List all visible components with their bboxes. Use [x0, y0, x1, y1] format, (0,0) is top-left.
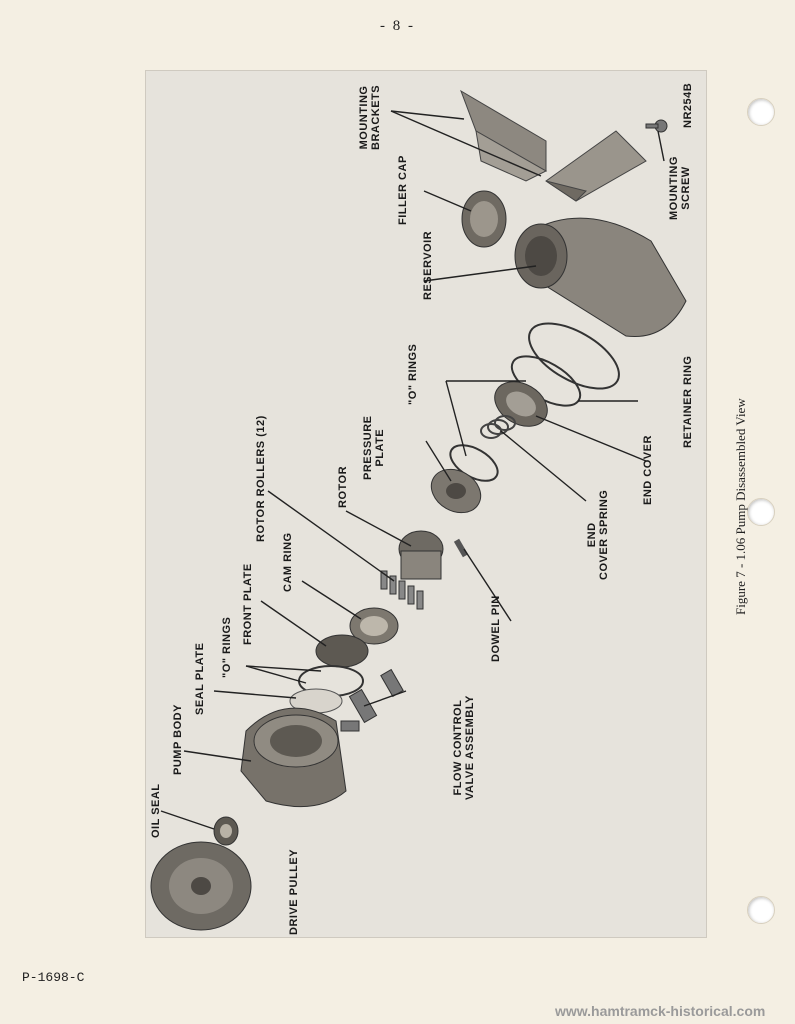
- label-front-plate: FRONT PLATE: [242, 563, 254, 645]
- label-rotor: ROTOR: [337, 465, 349, 508]
- label-seal-plate: SEAL PLATE: [194, 642, 206, 715]
- label-rotor-rollers: ROTOR ROLLERS (12): [255, 415, 267, 542]
- label-pump-body: PUMP BODY: [172, 704, 184, 775]
- reservoir: [515, 218, 686, 336]
- binder-hole-middle: [747, 498, 775, 526]
- drive-pulley: [151, 842, 251, 930]
- watermark: www.hamtramck-historical.com: [555, 1003, 766, 1019]
- mounting-screw: [646, 120, 667, 132]
- flow-control-valve: [341, 670, 403, 731]
- label-o-rings-top: "O" RINGS: [407, 343, 419, 405]
- rotor: [399, 531, 443, 579]
- label-mounting-screw: MOUNTING SCREW: [668, 156, 692, 220]
- label-o-rings-bottom: "O" RINGS: [221, 616, 233, 678]
- mounting-bracket-upper: [461, 91, 546, 181]
- label-mounting-brackets: MOUNTING BRACKETS: [358, 84, 382, 150]
- figure-caption: Figure 7 - 1.06 Pump Disassembled View: [733, 398, 748, 615]
- front-plate: [316, 635, 368, 667]
- mounting-bracket-lower: [546, 131, 646, 201]
- label-end-cover-spring: END COVER SPRING: [586, 489, 610, 580]
- label-oil-seal: OIL SEAL: [150, 783, 162, 838]
- label-filler-cap: FILLER CAP: [397, 155, 409, 225]
- label-retainer-ring: RETAINER RING: [682, 355, 694, 448]
- label-end-cover: END COVER: [642, 435, 654, 505]
- label-image-code: NR254B: [682, 82, 694, 128]
- oil-seal: [214, 817, 238, 845]
- pressure-plate: [423, 461, 488, 522]
- part-number: P-1698-C: [22, 970, 85, 985]
- label-flow-control-valve: FLOW CONTROL VALVE ASSEMBLY: [452, 695, 476, 800]
- filler-cap: [462, 191, 506, 247]
- binder-hole-bottom: [747, 896, 775, 924]
- page-number: - 8 -: [380, 18, 415, 34]
- pump-body: [241, 708, 346, 806]
- label-dowel-pin: DOWEL PIN: [490, 595, 502, 662]
- label-drive-pulley: DRIVE PULLEY: [288, 848, 300, 935]
- label-pressure-plate: PRESSURE PLATE: [362, 415, 386, 480]
- exploded-view-photo: [145, 70, 707, 938]
- label-cam-ring: CAM RING: [282, 532, 294, 592]
- binder-hole-top: [747, 98, 775, 126]
- label-reservoir: RESERVOIR: [422, 230, 434, 300]
- pump-parts-illustration: [146, 71, 706, 937]
- dowel-pin: [454, 539, 468, 558]
